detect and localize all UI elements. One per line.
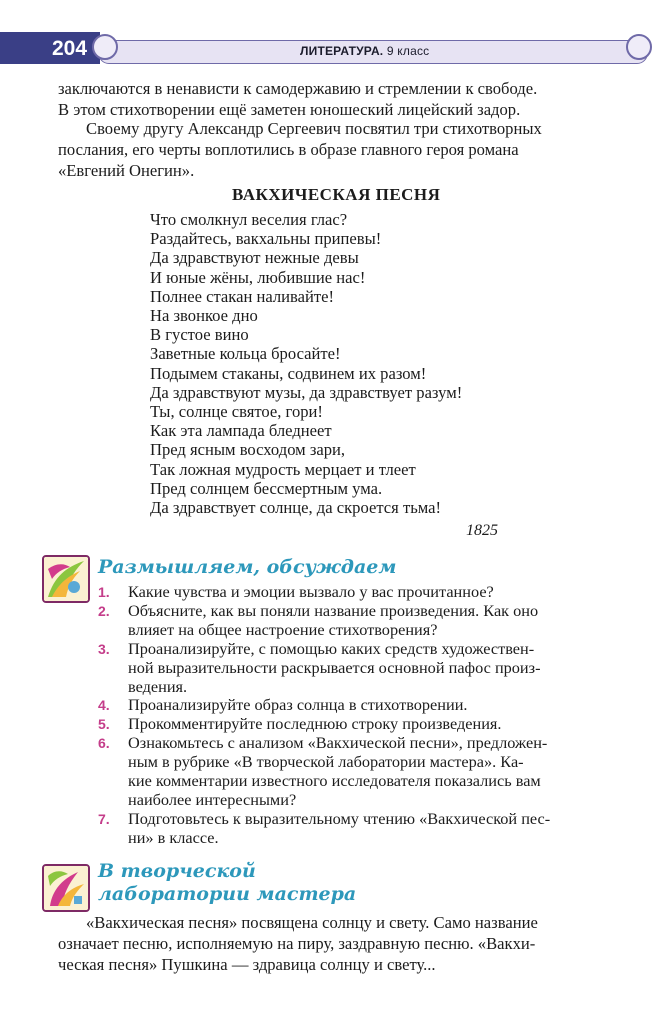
text-line: означает песню, исполняемую на пиру, заздравную песню. «Вакхи- xyxy=(58,934,536,953)
poem-line: Заветные кольца бросайте! xyxy=(150,344,341,364)
question-item xyxy=(98,583,646,602)
page-number: 204 xyxy=(52,37,88,60)
question-text: Прокомментируйте последнюю строку произведения. xyxy=(128,714,502,734)
running-title-grade: 9 класс xyxy=(386,44,430,58)
question-text: Проанализируйте, с помощью каких средств художествен- xyxy=(128,638,535,658)
poem-line: В густое вино xyxy=(150,325,249,345)
question-number: 2. xyxy=(98,602,110,619)
question-list xyxy=(98,583,646,848)
poem-title: ВАКХИЧЕСКАЯ ПЕСНЯ xyxy=(232,185,441,204)
poem-date: 1825 xyxy=(466,522,498,539)
poem-line: Да здравствует солнце, да скроется тьма! xyxy=(150,498,442,518)
text-line: послания, его черты воплотились в образе главного героя романа xyxy=(58,140,519,159)
running-title xyxy=(300,44,429,58)
poem-line: Раздайтесь, вакхальны припевы! xyxy=(150,229,382,249)
question-text: ни» в классе. xyxy=(128,827,219,847)
poem-line: Да здравствуют нежные девы xyxy=(150,248,359,268)
question-text: кие комментарии известного исследователя показались вам xyxy=(128,771,541,791)
poem-line: На звонкое дно xyxy=(150,306,258,326)
text-line: «Евгений Онегин». xyxy=(58,161,195,180)
question-item xyxy=(98,734,646,810)
workshop-title-line-2: лаборатории мастера xyxy=(98,883,357,905)
discussion-section-icon xyxy=(42,555,90,603)
question-text: ведения. xyxy=(128,676,188,696)
question-text: ным в рубрике «В творческой лаборатории мастера». Ка- xyxy=(128,752,524,772)
poem-line: Что смолкнул веселия глас? xyxy=(150,210,348,229)
question-number: 1. xyxy=(98,584,110,600)
poem-body xyxy=(150,210,462,517)
workshop-section-title xyxy=(98,860,356,906)
text-line: «Вакхическая песня» посвящена солнцу и свету. Само название xyxy=(86,913,538,932)
poem-line: Пред ясным восходом зари, xyxy=(150,440,346,460)
question-number: 6. xyxy=(98,735,110,752)
poem-line: И юные жёны, любившие нас! xyxy=(150,267,366,287)
poem-line: Ты, солнце святое, гори! xyxy=(150,402,323,422)
question-number: 3. xyxy=(98,640,110,657)
intro-paragraph-1 xyxy=(58,78,648,120)
poem-line: Подымем стаканы, содвинем их разом! xyxy=(150,363,427,383)
running-title-main: ЛИТЕРАТУРА. xyxy=(300,44,384,58)
text-line: Своему другу Александр Сергеевич посвятил три стихотворных xyxy=(86,119,542,138)
question-text: Ознакомьтесь с анализом «Вакхической песни», предложен- xyxy=(128,733,548,753)
poem-line: Да здравствуют музы, да здравствует разум! xyxy=(150,382,463,402)
question-number: 5. xyxy=(98,716,110,733)
scroll-curl-left-icon xyxy=(92,34,118,60)
question-number: 7. xyxy=(98,810,110,827)
text-line: ческая песня» Пушкина — здравица солнцу и свету... xyxy=(58,955,436,974)
poem-line: Пред солнцем бессмертным ума. xyxy=(150,478,383,498)
workshop-section-icon xyxy=(42,864,90,912)
question-text: Подготовьтесь к выразительному чтению «Вакхической пес- xyxy=(128,808,551,828)
poem-line: Как эта лампада бледнеет xyxy=(150,421,332,441)
question-text: Объясните, как вы поняли название произведения. Как оно xyxy=(128,600,539,620)
question-item xyxy=(98,640,646,697)
scroll-curl-right-icon xyxy=(626,34,652,60)
text-line: заключаются в ненависти к самодержавию и стремлении к свободе. xyxy=(58,79,538,98)
question-number: 4. xyxy=(98,697,110,714)
workshop-title-line-1: В творческой xyxy=(98,860,256,882)
question-item xyxy=(98,715,646,734)
workshop-paragraph xyxy=(58,912,648,975)
poem-line: Полнее стакан наливайте! xyxy=(150,286,335,306)
question-item xyxy=(98,602,646,640)
page-header xyxy=(0,28,667,68)
intro-paragraph-2 xyxy=(58,118,648,181)
question-item xyxy=(98,696,646,715)
question-text: Какие чувства и эмоции вызвало у вас прочитанное? xyxy=(128,582,494,601)
question-text: ной выразительности раскрывается основной пафос произ- xyxy=(128,657,541,677)
question-text: влияет на общее настроение стихотворения? xyxy=(128,619,438,639)
question-text: Проанализируйте образ солнца в стихотворении. xyxy=(128,695,468,715)
discussion-section-title: Размышляем, обсуждаем xyxy=(98,556,397,578)
text-line: В этом стихотворении ещё заметен юношеский лицейский задор. xyxy=(58,100,521,119)
question-item xyxy=(98,810,646,848)
question-text: наиболее интересными? xyxy=(128,789,297,809)
poem-line: Так ложная мудрость мерцает и тлеет xyxy=(150,459,416,479)
